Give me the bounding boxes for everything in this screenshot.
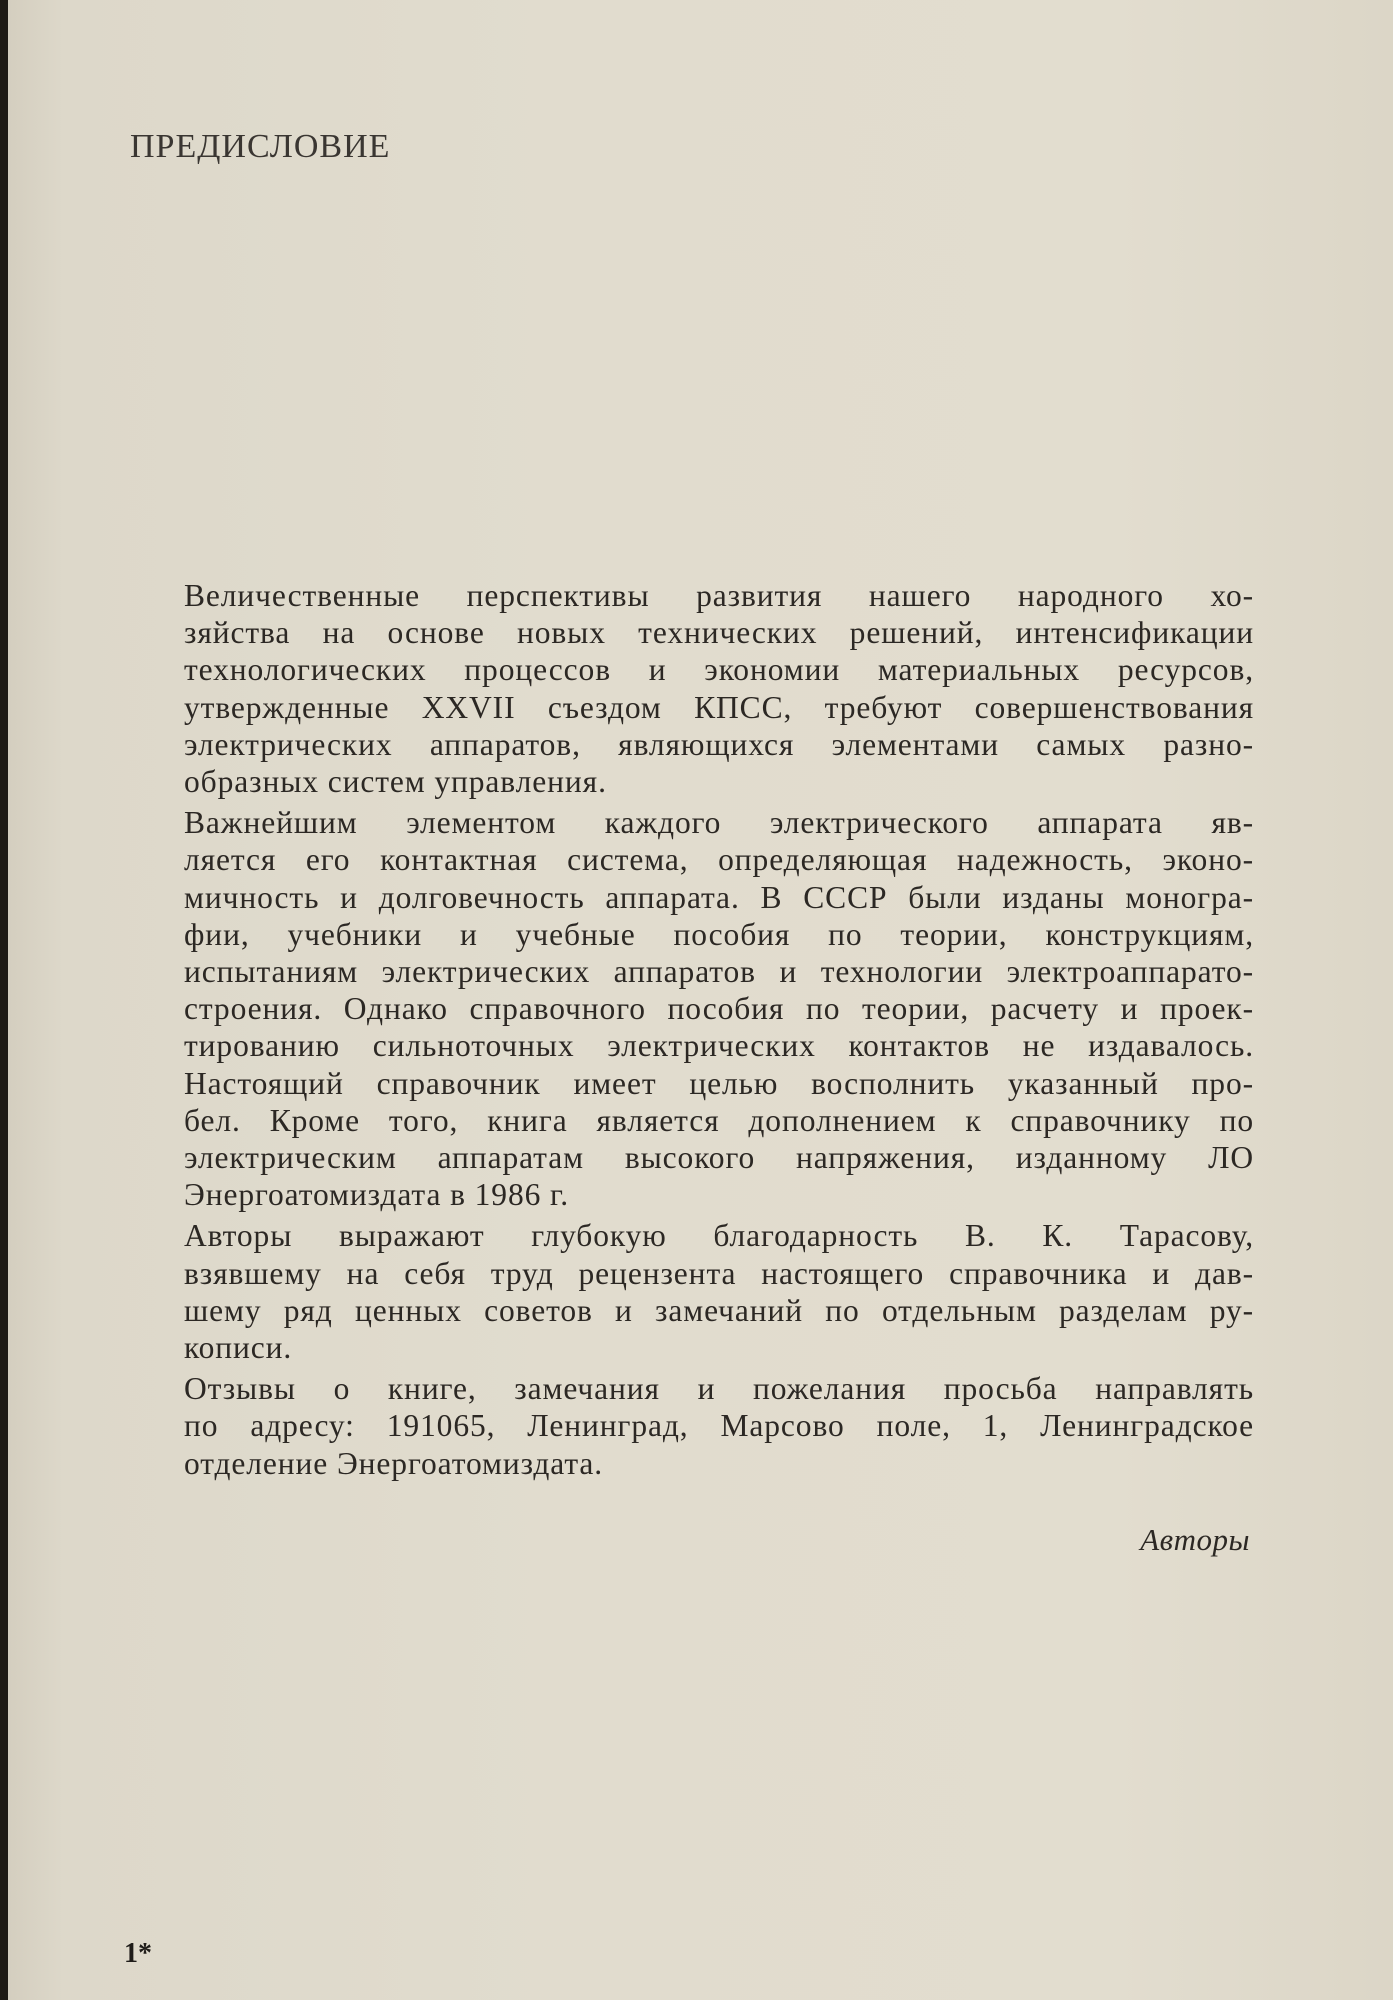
text-line: утвержденные XXVII съездом КПСС, требуют совершенствования [184, 689, 1254, 725]
paragraph-4 [124, 1370, 1254, 1482]
text-line: Важнейшим элементом каждого электрического аппарата яв- [184, 805, 1254, 841]
text-line: электрических аппаратов, являющихся элементами самых разно- [184, 726, 1254, 762]
text-line: кописи. [184, 1330, 293, 1366]
text-line: отделение Энергоатомиздата. [184, 1445, 604, 1481]
text-line: фии, учебники и учебные пособия по теории, конструкциям, [184, 916, 1254, 952]
text-line: бел. Кроме того, книга является дополнением к справочнику по [184, 1102, 1254, 1138]
paragraph-1 [124, 577, 1254, 800]
book-page [8, 0, 1393, 2000]
text-line: зяйства на основе новых технических решений, интенсификации [184, 615, 1254, 651]
text-line: ляется его контактная система, определяющая надежность, эконо- [184, 842, 1254, 878]
paragraph-2 [124, 804, 1254, 1213]
text-line: шему ряд ценных советов и замечаний по отдельным разделам ру- [184, 1292, 1254, 1328]
text-line: Величественные перспективы развития нашего народного хо- [184, 578, 1254, 613]
text-line: Энергоатомиздата в 1986 г. [184, 1177, 570, 1213]
text-line: тированию сильноточных электрических контактов не издавалось. [184, 1028, 1254, 1064]
text-line: мичность и долговечность аппарата. В СССР были изданы моногра- [184, 879, 1254, 915]
text-line: строения. Однако справочного пособия по теории, расчету и проек- [184, 991, 1254, 1027]
text-line: Настоящий справочник имеет целью восполнить указанный про- [184, 1065, 1254, 1101]
page-signature-mark: 1* [124, 1938, 152, 1969]
preface-body [124, 577, 1254, 1486]
text-line: Отзывы о книге, замечания и пожелания просьба направлять [184, 1371, 1254, 1407]
paragraph-3 [124, 1217, 1254, 1366]
text-line: взявшему на себя труд рецензента настоящего справочника и дав- [184, 1255, 1254, 1291]
text-line: по адресу: 191065, Ленинград, Марсово поле, 1, Ленинградское [184, 1408, 1254, 1444]
page-title: ПРЕДИСЛОВИЕ [130, 128, 391, 165]
text-line: технологических процессов и экономии материальных ресурсов, [184, 652, 1254, 688]
text-line: электрическим аппаратам высокого напряжения, изданному ЛО [184, 1140, 1254, 1176]
text-line: испытаниям электрических аппаратов и технологии электроаппарато- [184, 954, 1254, 990]
text-line: образных систем управления. [184, 764, 607, 800]
text-line: Авторы выражают глубокую благодарность В. К. Тарасову, [184, 1218, 1254, 1254]
signature-authors: Авторы [1140, 1522, 1250, 1557]
